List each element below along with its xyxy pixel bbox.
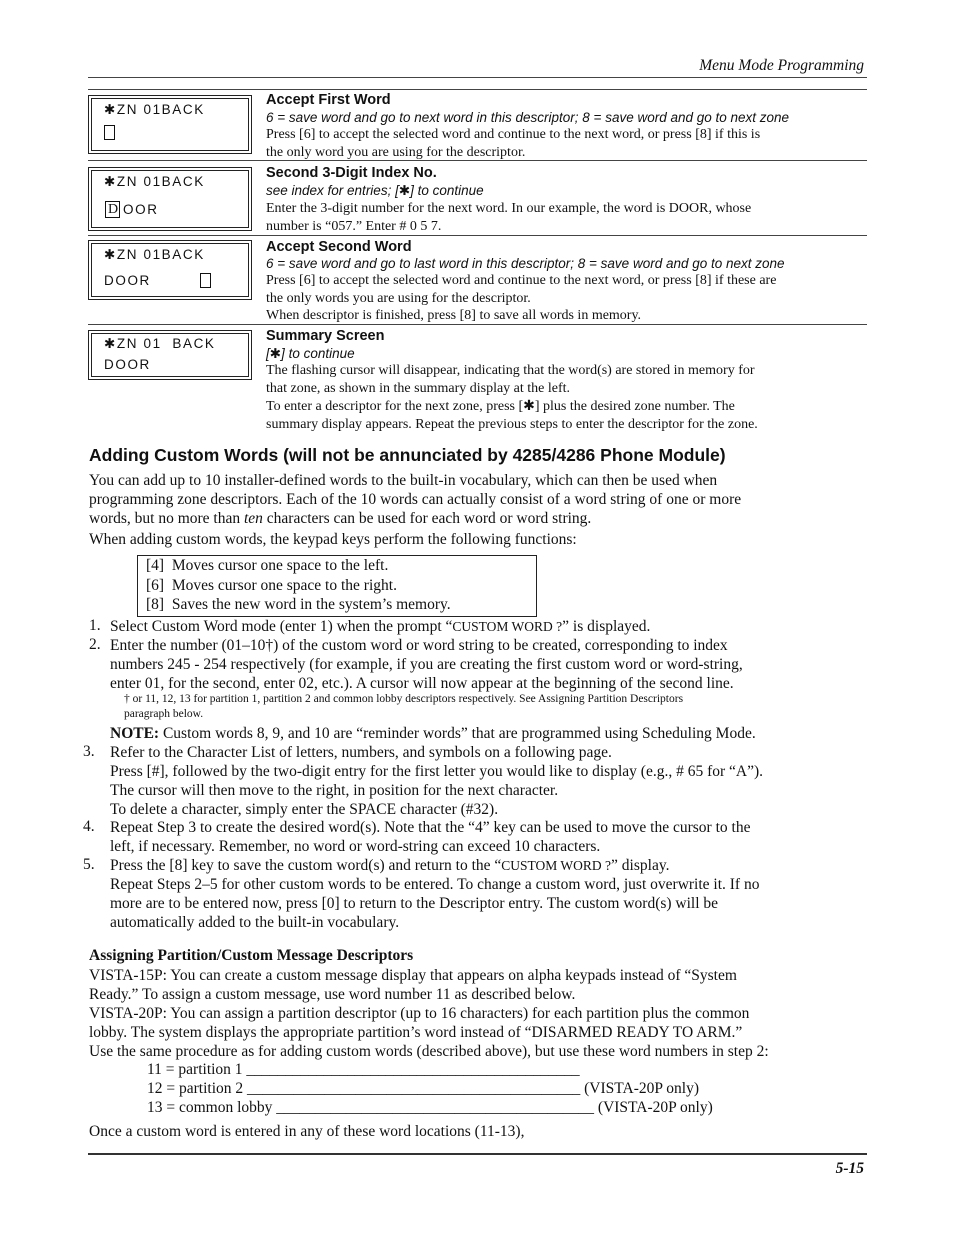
step-subtitle: [✱] to continue xyxy=(266,346,355,361)
para-line: VISTA-15P: You can create a custom message display that appears on alpha keypads instead of “System xyxy=(89,967,737,984)
step-number: 2. xyxy=(89,636,101,653)
row-divider xyxy=(88,235,867,236)
para-line: lobby. The system displays the appropriate partition’s word instead of “DISARMED READY TO ARM.” xyxy=(89,1024,743,1041)
row-divider xyxy=(88,324,867,325)
note-text: Custom words 8, 9, and 10 are “reminder words” that are programmed using Scheduling Mode. xyxy=(159,725,756,742)
row-divider xyxy=(88,160,867,161)
step-subtitle: see index for entries; [✱] to continue xyxy=(266,183,484,198)
para-line: Use the same procedure as for adding custom words (described above), but use these word numbers in step 2: xyxy=(89,1043,769,1060)
step-text xyxy=(110,617,870,636)
keypad-display-1 xyxy=(91,98,249,151)
para-line: enter 01, for the second, enter 02, etc.). A cursor will now appear at the beginning of the second line. xyxy=(110,675,734,692)
step-number: 4. xyxy=(83,818,95,835)
para-line: Ready.” To assign a custom message, use word number 11 as described below. xyxy=(89,986,576,1003)
step-number: 3. xyxy=(83,743,95,760)
para-line: Repeat Step 3 to create the desired word(s). Note that the “4” key can be used to move the cursor to the xyxy=(110,819,751,836)
closing-line: Once a custom word is entered in any of these word locations (11-13), xyxy=(89,1123,525,1140)
step-body xyxy=(266,200,866,235)
body-line: When descriptor is finished, press [8] to save all words in memory. xyxy=(266,308,642,323)
body-line: the only word you are using for the descriptor. xyxy=(266,144,526,160)
para-line: You can add up to 10 installer-defined words to the built-in vocabulary, which can then be used when xyxy=(89,472,718,489)
cursor-box xyxy=(200,273,211,288)
key-function: [6] Moves cursor one space to the right. xyxy=(146,577,397,594)
cursor-char: D xyxy=(108,202,119,217)
partition-paragraph xyxy=(89,966,869,1061)
display-line-1: ✱ZN 01BACK xyxy=(104,247,205,262)
step-text xyxy=(110,743,870,819)
step-body xyxy=(266,126,866,161)
key-function: [8] Saves the new word in the system’s memory. xyxy=(146,596,451,613)
body-line: that zone, as shown in the summary display at the left. xyxy=(266,380,571,396)
display-line-1: ✱ZN 01BACK xyxy=(104,102,205,117)
step-subtitle: 6 = save word and go to next word in this descriptor; 8 = save word and go to next zone xyxy=(266,110,790,125)
keypad-display-3 xyxy=(91,243,249,297)
text-run: words, but no more than xyxy=(89,510,244,527)
key-function: [4] Moves cursor one space to the left. xyxy=(146,557,389,574)
body-line: Press [6] to accept the selected word and continue to the next word, or press [8] if these are xyxy=(266,273,777,288)
body-line: summary display appears. Repeat the previous steps to enter the descriptor for the zone. xyxy=(266,416,758,432)
para-line xyxy=(110,856,870,875)
running-header: Menu Mode Programming xyxy=(699,57,864,74)
prompt-text: CUSTOM WORD ? xyxy=(452,619,563,634)
step-text xyxy=(110,818,870,856)
display-line-1: ✱ZN 01BACK xyxy=(104,174,205,189)
footnote xyxy=(124,692,864,722)
step-subtitle: 6 = save word and go to last word in this descriptor; 8 = save word and go to next zone xyxy=(266,256,785,271)
page-number: 5-15 xyxy=(835,1160,864,1177)
step-body xyxy=(266,362,866,433)
cursor-box xyxy=(104,125,115,140)
step-text xyxy=(110,636,870,693)
step-number: 5. xyxy=(83,856,95,873)
display-line-2: DOOR xyxy=(104,273,151,288)
word-number-line: 13 = common lobby _________________________________________ (VISTA-20P only) xyxy=(147,1099,713,1116)
note-label: NOTE: xyxy=(110,725,160,742)
keypad-display-4 xyxy=(91,333,249,377)
note xyxy=(110,724,870,743)
word-number-line: 11 = partition 1 ___________________________________________ xyxy=(147,1061,580,1078)
body-line: Press [6] to accept the selected word and continue to the next word, or press [8] if this is xyxy=(266,127,761,142)
display-line-2: DOOR xyxy=(104,357,151,372)
intro-paragraph xyxy=(89,471,869,528)
para-line: left, if necessary. Remember, no word or word-string can exceed 10 characters. xyxy=(110,838,601,855)
section-heading: Adding Custom Words (will not be annunciated by 4285/4286 Phone Module) xyxy=(89,445,726,465)
prompt-text: CUSTOM WORD ? xyxy=(501,858,612,873)
step-number: 1. xyxy=(89,617,101,634)
display-line-2: OOR xyxy=(123,202,159,217)
footnote-line: † or 11, 12, 13 for partition 1, partition 2 and common lobby descriptors respectively. See Assigning Partition Descriptors xyxy=(124,693,684,705)
body-line: To enter a descriptor for the next zone, press [✱] plus the desired zone number. The xyxy=(266,399,735,414)
step-text xyxy=(110,856,870,932)
display-line-1: ✱ZN 01 BACK xyxy=(104,336,216,351)
body-line: the only words you are using for the descriptor. xyxy=(266,290,531,306)
body-line: Enter the 3-digit number for the next word. In our example, the word is DOOR, whose xyxy=(266,201,752,216)
keypad-display-2 xyxy=(91,170,249,228)
body-line: The flashing cursor will disappear, indicating that the word(s) are stored in memory for xyxy=(266,363,755,378)
para-line: more are to be entered now, press [0] to return to the Descriptor entry. The custom word(s) will be xyxy=(110,895,719,912)
step-title: Accept First Word xyxy=(266,92,391,108)
word-number-line: 12 = partition 2 ___________________________________________ (VISTA-20P only) xyxy=(147,1080,699,1097)
text-run: Press the [8] key to save the custom word(s) and return to the “ xyxy=(110,857,502,874)
subsection-heading: Assigning Partition/Custom Message Descriptors xyxy=(89,947,414,964)
para-line: automatically added to the built-in vocabulary. xyxy=(110,914,400,931)
emphasis: ten xyxy=(243,510,263,527)
para-line: To delete a character, simply enter the SPACE character (#32). xyxy=(110,801,499,818)
para-line: programming zone descriptors. Each of the 10 words can actually consist of a word string of one or more xyxy=(89,491,742,508)
intro-line: When adding custom words, the keypad keys perform the following functions: xyxy=(89,531,577,548)
key-functions-box xyxy=(137,555,537,617)
text-run: ” is displayed. xyxy=(562,618,651,635)
header-rule xyxy=(88,77,867,78)
step-title: Accept Second Word xyxy=(266,239,412,255)
footnote-line: paragraph below. xyxy=(124,708,204,720)
para-line xyxy=(89,509,869,528)
text-run: ” display. xyxy=(611,857,670,874)
para-line: Refer to the Character List of letters, numbers, and symbols on a following page. xyxy=(110,744,612,761)
step-title: Summary Screen xyxy=(266,328,385,344)
table-top-rule xyxy=(88,89,867,90)
text-run: characters can be used for each word or word string. xyxy=(262,510,592,527)
para-line: Enter the number (01–10†) of the custom word or word string to be created, corresponding to index xyxy=(110,637,728,654)
step-body xyxy=(266,272,866,325)
footer-rule xyxy=(88,1153,867,1157)
para-line: VISTA-20P: You can assign a partition descriptor (up to 16 characters) for each partition plus the common xyxy=(89,1005,750,1022)
para-line: numbers 245 - 254 respectively (for example, if you are creating the first custom word or word-string, xyxy=(110,656,743,673)
body-line: number is “057.” Enter # 0 5 7. xyxy=(266,218,442,234)
para-line: The cursor will then move to the right, in position for the next character. xyxy=(110,782,559,799)
para-line: Press [#], followed by the two-digit entry for the first letter you would like to display (e.g., # 65 for “A”). xyxy=(110,763,764,780)
step-title: Second 3-Digit Index No. xyxy=(266,165,437,181)
text-run: Select Custom Word mode (enter 1) when the prompt “ xyxy=(110,618,453,635)
para-line: Repeat Steps 2–5 for other custom words to be entered. To change a custom word, just overwrite it. If no xyxy=(110,876,760,893)
